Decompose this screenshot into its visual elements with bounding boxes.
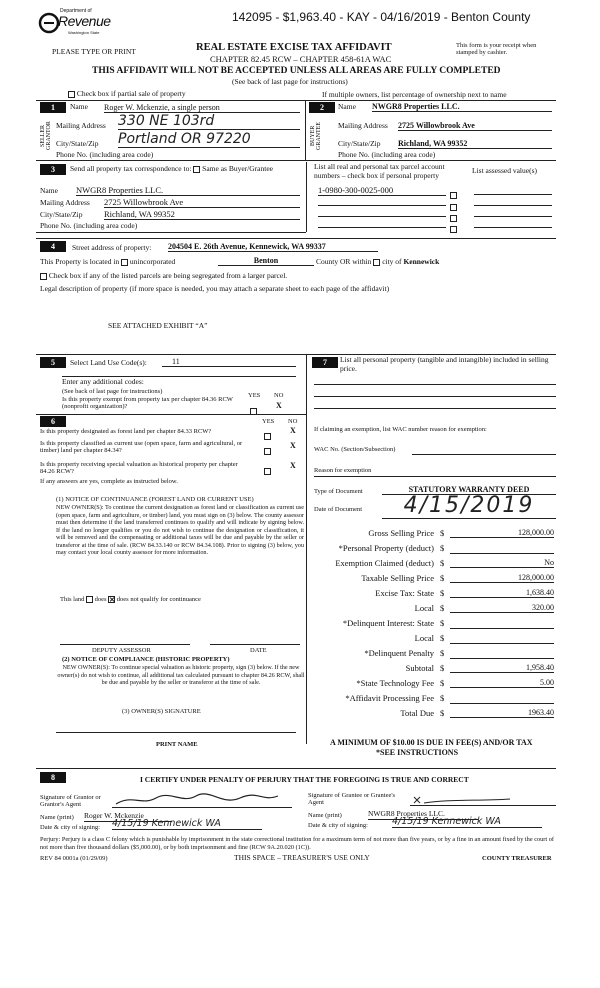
total-row: [316, 603, 556, 617]
grantee-name-label: Name (print): [308, 812, 342, 819]
parcel-1: 1-0980-300-0025-000: [318, 185, 446, 196]
partial-sale-row: [68, 90, 186, 99]
total-row: [316, 558, 556, 572]
correspondence-city: Richland, WA 99352: [104, 209, 300, 220]
parcel-header: List all real and personal tax parcel account numbers – check box if personal property: [314, 162, 445, 180]
same-as-buyer-checkbox[interactable]: [193, 166, 200, 173]
notice1-title: (1) NOTICE OF CONTINUANCE (FOREST LAND OR CURRENT USE): [56, 496, 254, 503]
segregated-row: [40, 272, 287, 281]
city-of-label: city of: [382, 257, 402, 266]
dollar-sign: $: [440, 663, 445, 673]
grantee-date-city: 4/15/19 Kennewick WA: [392, 816, 542, 828]
legal-description-label: Legal description of property (if more space is needed, you may attach a separate sheet to each page of the affidavit): [40, 284, 390, 293]
current-use-yes-checkbox[interactable]: [264, 448, 271, 455]
additional-codes-label: Enter any additional codes:: [62, 377, 144, 386]
total-label: Gross Selling Price: [368, 528, 434, 538]
total-row: [316, 588, 556, 602]
doc-type-value: STATUTORY WARRANTY DEED: [382, 485, 556, 495]
located-row: [40, 258, 175, 267]
logo: [38, 8, 118, 38]
buyer-name: NWGR8 Properties LLC.: [372, 102, 552, 112]
seller-grantor-label: SELLER GRANTOR: [40, 121, 52, 151]
section-7-number: 7: [312, 357, 338, 368]
seller-city-label: City/State/Zip: [56, 139, 99, 148]
correspondence-name-label: Name: [40, 186, 58, 195]
seller-name: Roger W. Mckenzie, a single person: [104, 103, 300, 113]
reason-label: Reason for exemption: [314, 467, 372, 474]
minimum-line1: A MINIMUM OF $10.00 IS DUE IN FEE(S) AND/OR TAX: [330, 738, 533, 747]
total-label: *Delinquent Penalty: [364, 648, 434, 658]
total-value: 1963.40: [450, 708, 554, 718]
print-name-label: PRINT NAME: [156, 741, 198, 748]
stamp: 142095 - $1,963.40 - KAY - 04/16/2019 - Benton County: [232, 10, 531, 24]
section5-yes: YES: [248, 392, 261, 399]
grantor-signature-icon: [112, 792, 282, 808]
section-2-number: 2: [309, 102, 335, 113]
segregated-label: Check box if any of the listed parcels are being segregated from a larger parcel.: [48, 271, 288, 280]
county-treasurer: COUNTY TREASURER: [482, 855, 552, 862]
grantor-signature: [112, 792, 292, 808]
notice1-body: NEW OWNER(S): To continue the current designation as forest land or classification as current use (open space, farm and agriculture, or timber) land, you must sign on (3) below. The county assessor must then determine if the land transferred continues to qualify and will indicate by signing below. If the land no longer qualifies or you do not wish to continue the designation or classification, it will be removed and the compensating or additional taxes will be due and payable by the seller or transferor at the time of sale. (RCW 84.33.140 or RCW 84.34.108). Prior to signing (3) below, you may contact your local county assessor for more information.: [56, 504, 304, 557]
total-label: *Delinquent Interest: State: [342, 618, 434, 628]
total-value: [450, 648, 554, 659]
total-label: Excise Tax: State: [375, 588, 434, 598]
form-title: REAL ESTATE EXCISE TAX AFFIDAVIT: [196, 42, 392, 53]
exempt-no-mark[interactable]: X: [276, 401, 282, 410]
total-value: 1,638.40: [450, 588, 554, 598]
notice2-body: NEW OWNER(S): To continue special valuation as historic property, sign (3) below. If the new owner(s) do not wish to continue, all additional tax calculated pursuant to chapter 84.26 RCW, shall be due and payable by the seller or transferor at the time of sale.: [57, 664, 305, 687]
forest-yes-checkbox[interactable]: [264, 433, 271, 440]
grantor-name: Roger W. Mckenzie: [84, 812, 172, 822]
perjury-statement: Perjury: Perjury is a class C felony which is punishable by imprisonment in the state correctional institution for a maximum term of not more than five years, or by a fine in an amount fixed by the court of not more than five thousand dollars ($5,000.00), or by both imprisonment and fine (RCW 9A.20.020 (1C)).: [40, 836, 554, 851]
total-row: [316, 618, 556, 632]
historic-no-mark[interactable]: X: [290, 461, 296, 470]
please-type: PLEASE TYPE OR PRINT: [52, 47, 136, 56]
buyer-mailing-label: Mailing Address: [338, 121, 388, 130]
doc-date-label: Date of Document: [314, 506, 363, 513]
section6-no: NO: [288, 418, 298, 425]
minimum-line2: *SEE INSTRUCTIONS: [376, 748, 459, 757]
buyer-city-label: City/State/Zip: [338, 139, 381, 148]
seller-name-label: Name: [70, 102, 88, 111]
total-label: Taxable Selling Price: [361, 573, 434, 583]
dollar-sign: $: [440, 678, 445, 688]
header: [0, 0, 600, 90]
dollar-sign: $: [440, 693, 445, 703]
total-value: [450, 543, 554, 554]
multiple-owners-label: If multiple owners, list percentage of ownership next to name: [322, 90, 507, 99]
total-label: Local: [414, 633, 434, 643]
revision: REV 84 0001a (01/29/09): [40, 855, 108, 862]
total-value: [450, 693, 554, 704]
grantor-date-city: 4/15/19 Kennewick WA: [112, 818, 262, 830]
section-6-number: 6: [40, 416, 66, 427]
deputy-date-label: DATE: [250, 647, 267, 654]
total-row: [316, 678, 556, 692]
certify-statement: I CERTIFY UNDER PENALTY OF PERJURY THAT THE FOREGOING IS TRUE AND CORRECT: [140, 775, 469, 784]
total-label: *Personal Property (deduct): [338, 543, 434, 553]
total-row: [316, 708, 556, 722]
grantor-date-label: Date & city of signing:: [40, 824, 100, 831]
exempt-question: Is this property exempt from property tax per chapter 84.36 RCW (nonprofit organization)?: [62, 396, 233, 411]
total-row: [316, 663, 556, 677]
buyer-grantee-label: BUYER GRANTEE: [310, 122, 322, 150]
county-or-row: [316, 258, 439, 267]
seller-city: Portland OR 97220: [118, 131, 300, 148]
does-label: does: [94, 596, 107, 603]
form-warning: THIS AFFIDAVIT WILL NOT BE ACCEPTED UNLESS ALL AREAS ARE FULLY COMPLETED: [92, 66, 501, 76]
buyer-city: Richland, WA 99352: [398, 139, 552, 149]
exhibit-note: SEE ATTACHED EXHIBIT “A”: [108, 321, 208, 330]
correspondence-mailing: 2725 Willowbrook Ave: [104, 197, 300, 208]
does-checkbox[interactable]: [86, 596, 93, 603]
total-row: [316, 528, 556, 542]
grantee-signature-icon: [410, 793, 550, 807]
forest-no-mark[interactable]: X: [290, 426, 296, 435]
total-label: *Affidavit Processing Fee: [345, 693, 434, 703]
total-value: No: [450, 558, 554, 568]
continuance-row: [60, 596, 201, 603]
dollar-sign: $: [440, 528, 445, 538]
buyer-phone-label: Phone No. (including area code): [338, 150, 436, 159]
grantee-signature: [410, 792, 556, 806]
seller-mailing-label: Mailing Address: [56, 121, 106, 130]
does-not-checkbox[interactable]: ✕: [109, 596, 116, 605]
dollar-sign: $: [440, 618, 445, 628]
doc-type-label: Type of Document: [314, 488, 363, 495]
segregated-checkbox[interactable]: [40, 273, 47, 280]
total-row: [316, 573, 556, 587]
total-label: *State Technology Fee: [356, 678, 434, 688]
land-use-value: 11: [162, 357, 296, 367]
notice2-title: (2) NOTICE OF COMPLIANCE (HISTORIC PROPERTY): [62, 656, 230, 663]
deputy-assessor-label: DEPUTY ASSESSOR: [92, 647, 151, 654]
correspondence-mailing-label: Mailing Address: [40, 198, 90, 207]
dollar-sign: $: [440, 708, 445, 718]
dollar-sign: $: [440, 573, 445, 583]
dollar-sign: $: [440, 588, 445, 598]
located-in-label: This Property is located in: [40, 257, 120, 266]
city-checkbox[interactable]: [373, 259, 380, 266]
unincorporated-label: unincorporated: [129, 257, 176, 266]
correspondence-name: NWGR8 Properties LLC.: [76, 185, 300, 196]
this-land-label: This land: [60, 596, 85, 603]
section-5-number: 5: [40, 357, 66, 368]
revenue-logo-icon: [38, 12, 60, 34]
buyer-name-label: Name: [338, 102, 356, 111]
qualify-label: qualify for continuance: [140, 596, 201, 603]
grantor-name-label: Name (print): [40, 814, 74, 821]
doc-date-value: 4/15/2019: [382, 493, 556, 519]
same-as-buyer-label: Same as Buyer/Grantee: [202, 164, 273, 173]
current-use-no-mark[interactable]: X: [290, 441, 296, 450]
unincorporated-checkbox[interactable]: [121, 259, 128, 266]
partial-sale-checkbox[interactable]: [68, 91, 75, 98]
section-3-number: 3: [40, 164, 66, 175]
owner-signature-label: (3) OWNER(S) SIGNATURE: [122, 708, 201, 715]
total-label: Exemption Claimed (deduct): [335, 558, 434, 568]
total-value: [450, 618, 554, 629]
historic-question: Is this property receiving special valuation as historical property per chapter 84.26 RCW?: [40, 461, 238, 476]
total-label: Total Due: [400, 708, 434, 718]
dollar-sign: $: [440, 543, 445, 553]
treasurer-space: THIS SPACE – TREASURER'S USE ONLY: [234, 853, 370, 862]
section-4-number: 4: [40, 241, 66, 252]
forest-land-question: Is this property designated as forest land per chapter 84.33 RCW?: [40, 428, 212, 435]
send-correspondence-row: [70, 165, 273, 174]
total-row: [316, 633, 556, 647]
seller-mailing: 330 NE 103rd: [118, 113, 300, 130]
county-or-label: County OR within: [316, 257, 372, 266]
wac-label: WAC No. (Section/Subsection): [314, 446, 396, 453]
total-label: Subtotal: [405, 663, 434, 673]
total-row: [316, 543, 556, 557]
land-use-label: Select Land Use Code(s):: [70, 358, 147, 367]
total-label: Local: [414, 603, 434, 613]
grantee-name: NWGR8 Properties LLC.: [368, 810, 478, 820]
current-use-question: Is this property classified as current use (open space, farm and agricultural, or timber) land per chapter 84.34?: [40, 440, 243, 455]
total-row: [316, 648, 556, 662]
grantee-date-label: Date & city of signing:: [308, 822, 368, 829]
partial-sale-label: Check box if partial sale of property: [76, 89, 186, 98]
parcel-4-checkbox[interactable]: [450, 226, 457, 233]
city-value: Kennewick: [403, 257, 440, 266]
total-row: [316, 693, 556, 707]
county-value: Benton: [218, 256, 314, 266]
dollar-sign: $: [440, 648, 445, 658]
section5-see-back: (See back of last page for instructions): [62, 388, 163, 395]
grantor-sig-label: Signature of Grantor or Grantor's Agent: [40, 794, 101, 809]
total-value: 128,000.00: [450, 528, 554, 538]
street-value: 204504 E. 26th Avenue, Kennewick, WA 99337: [168, 242, 378, 252]
total-value: 320.00: [450, 603, 554, 613]
seller-phone-label: Phone No. (including area code): [56, 150, 154, 159]
section5-no: NO: [274, 392, 284, 399]
assessed-header: List assessed value(s): [472, 166, 537, 175]
historic-yes-checkbox[interactable]: [264, 468, 271, 475]
grantee-sig-label: Signature of Grantee or Grantee's Agent: [308, 792, 396, 807]
dollar-sign: $: [440, 633, 445, 643]
total-value: 128,000.00: [450, 573, 554, 583]
see-back: (See back of last page for instructions): [232, 77, 348, 86]
total-value: [450, 633, 554, 644]
section-8-number: 8: [40, 772, 66, 783]
logo-top: Department of: [60, 8, 92, 14]
total-value: 5.00: [450, 678, 554, 688]
correspondence-phone-label: Phone No. (including area code): [40, 221, 138, 230]
dollar-sign: $: [440, 603, 445, 613]
send-correspondence-label: Send all property tax correspondence to:: [70, 164, 192, 173]
exemption-label: If claiming an exemption, list WAC number reason for exemption:: [314, 426, 487, 433]
section6-yes: YES: [262, 418, 275, 425]
if-yes-note: If any answers are yes, complete as instructed below.: [40, 478, 178, 485]
street-label: Street address of property:: [72, 243, 152, 252]
total-value: 1,958.40: [450, 663, 554, 673]
receipt-note: This form is your receipt when stamped by cashier.: [456, 42, 537, 57]
buyer-mailing: 2725 Willowbrook Ave: [398, 121, 552, 131]
logo-sub: Washington State: [68, 30, 100, 35]
form-chapter: CHAPTER 82.45 RCW – CHAPTER 458-61A WAC: [210, 54, 392, 64]
section-1-number: 1: [40, 102, 66, 113]
dollar-sign: $: [440, 558, 445, 568]
correspondence-city-label: City/State/Zip: [40, 210, 83, 219]
does-not-label: does not: [116, 596, 139, 603]
logo-main: Revenue: [58, 13, 111, 29]
personal-property-label: List all personal property (tangible and intangible) included in selling price.: [340, 355, 549, 373]
